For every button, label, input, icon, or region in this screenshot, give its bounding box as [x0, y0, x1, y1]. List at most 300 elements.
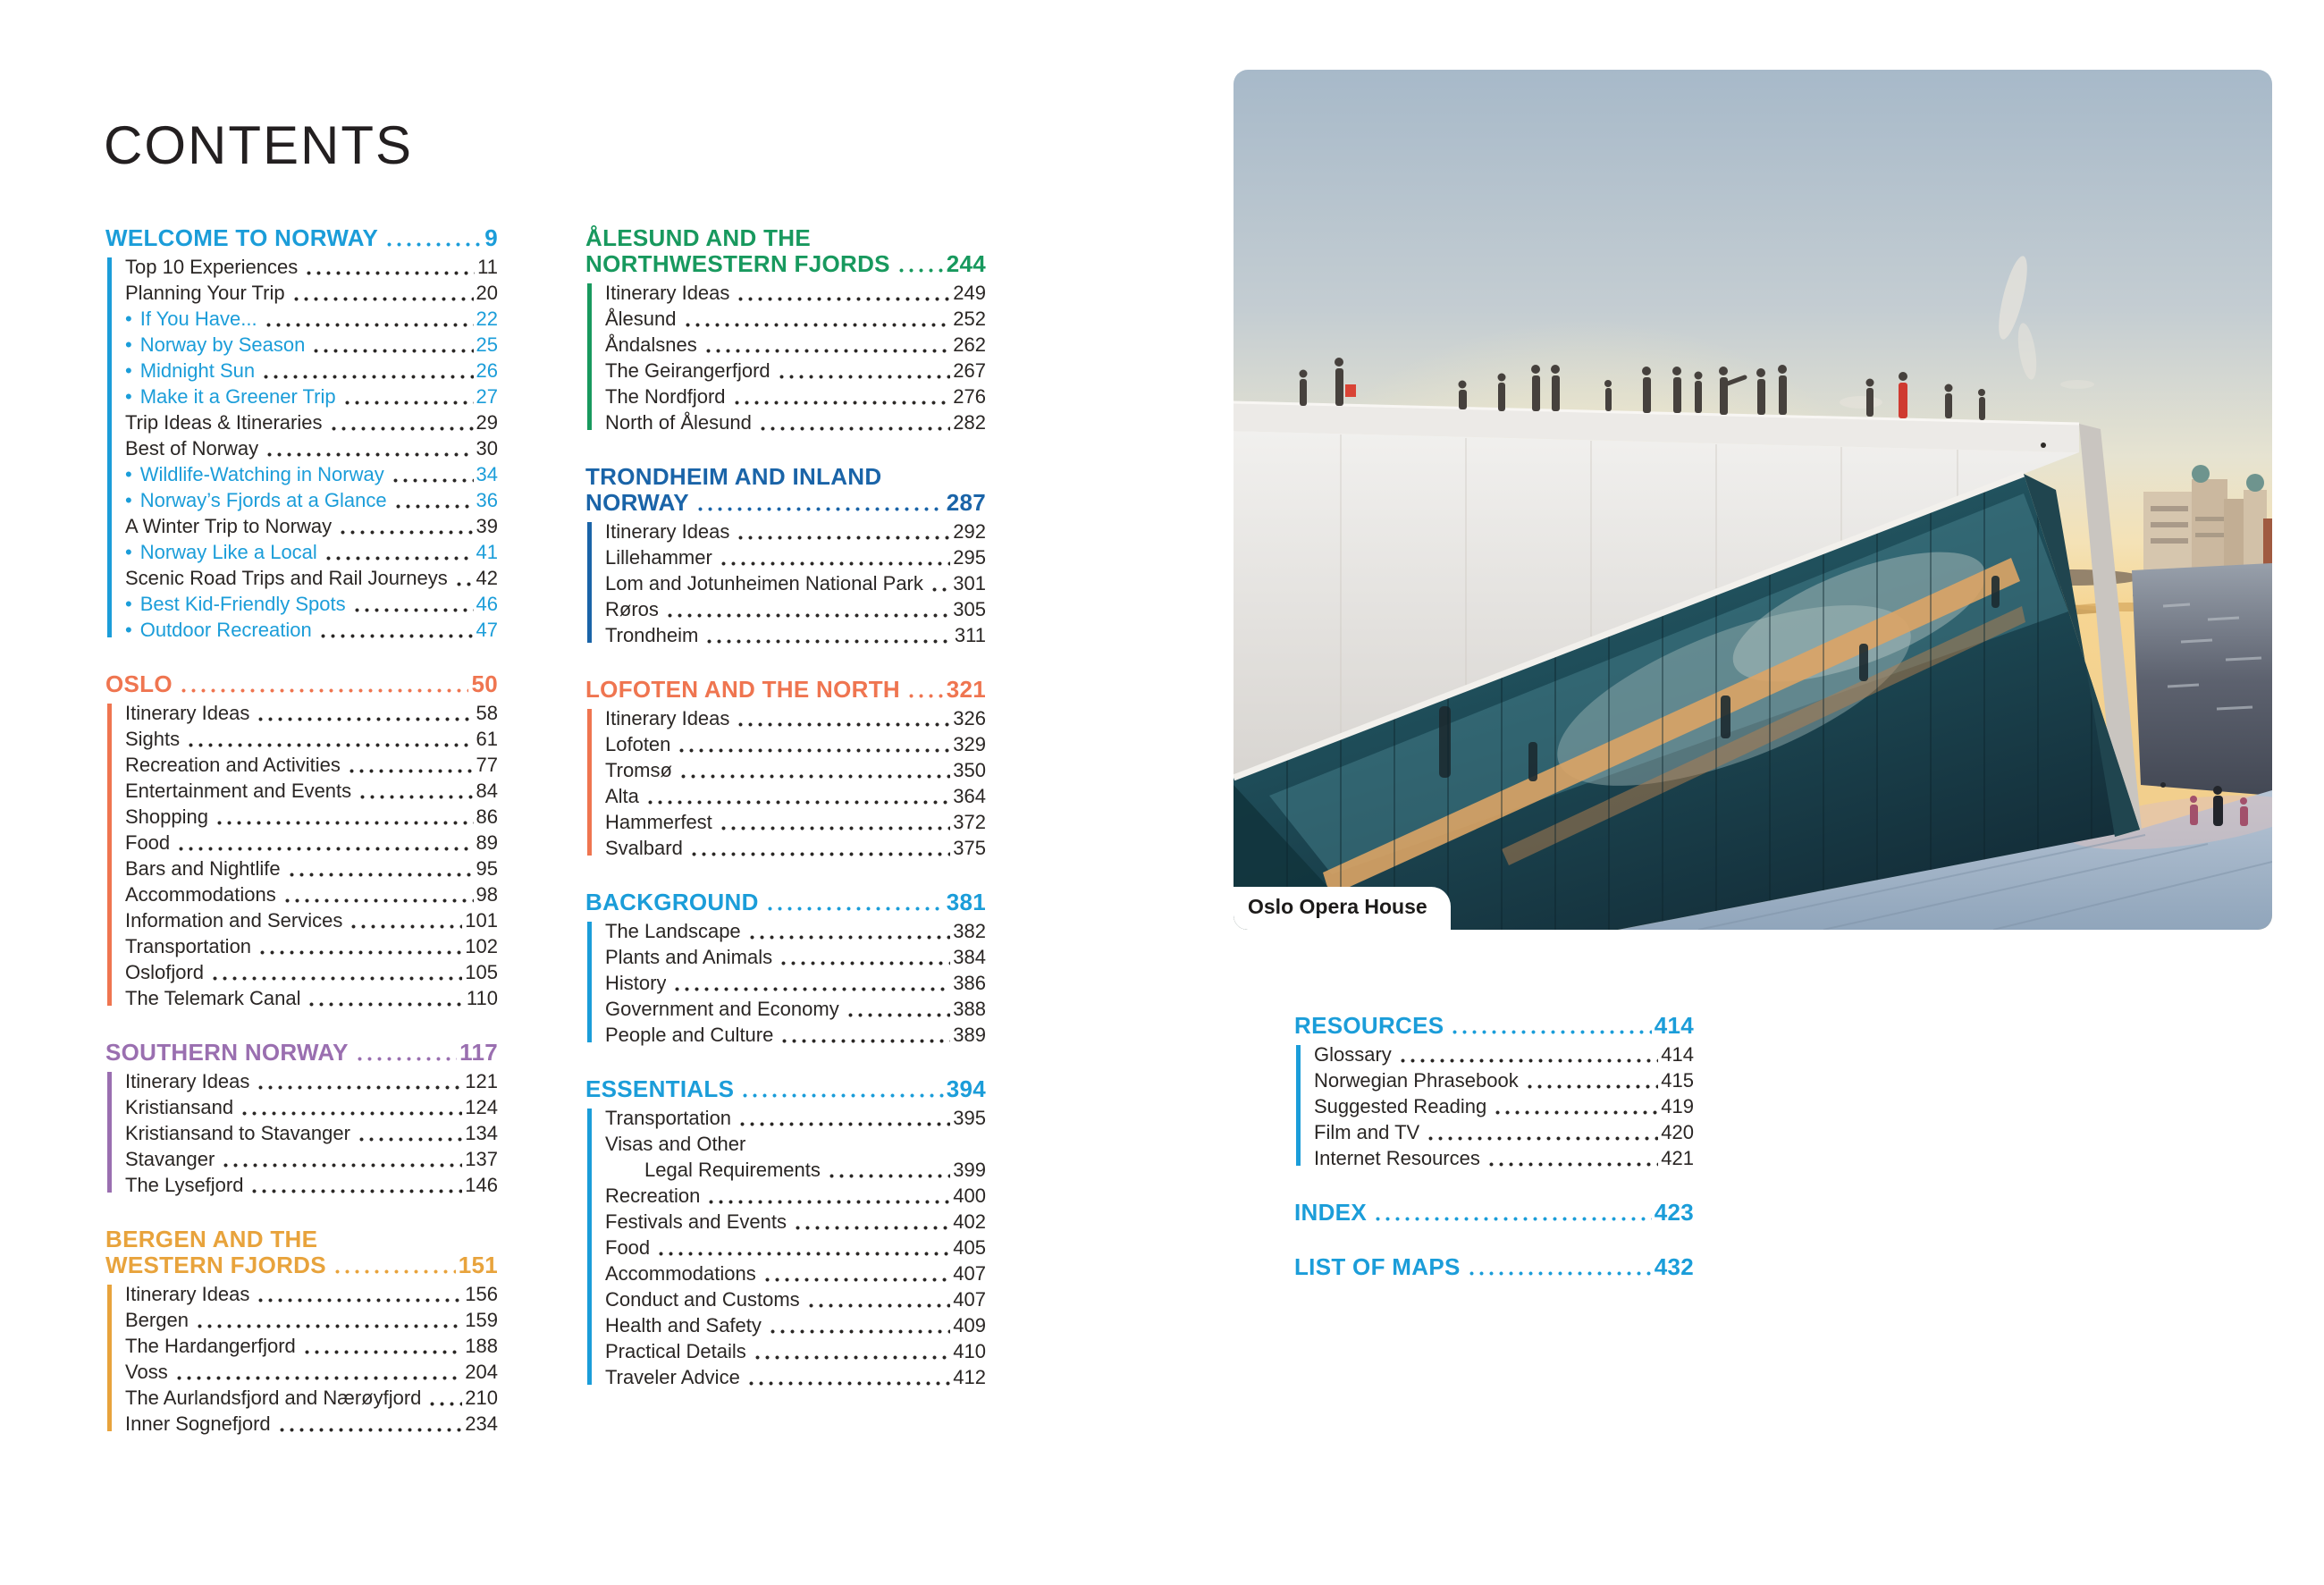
toc-item-label: The Geirangerfjord: [605, 359, 770, 382]
dotted-leader: [256, 1085, 462, 1090]
toc-item: [1314, 1145, 1694, 1171]
toc-item-page: 188: [465, 1335, 498, 1357]
toc-item-label: Recreation: [605, 1185, 701, 1207]
toc-item-label: Government and Economy: [605, 998, 839, 1020]
toc-item: [125, 1146, 498, 1172]
toc-item-page: 267: [953, 359, 986, 382]
toc-item: [125, 409, 498, 435]
dotted-leader: [736, 297, 950, 301]
photo-caption: Oslo Opera House: [1234, 887, 1451, 930]
toc-item-label: Norway Like a Local: [139, 541, 317, 563]
dotted-leader: [1398, 1058, 1658, 1063]
section-page-number: 394: [946, 1075, 986, 1102]
dotted-leader: [765, 906, 944, 911]
section-title: SOUTHERN NORWAY: [105, 1039, 349, 1066]
toc-item-page: 89: [476, 831, 498, 854]
dotted-leader: [779, 1039, 950, 1043]
dotted-leader: [746, 1381, 950, 1386]
toc-item-label: Itinerary Ideas: [125, 1070, 250, 1092]
toc-item-label: The Hardangerfjord: [125, 1335, 296, 1357]
toc-item-page: 102: [465, 935, 498, 957]
dotted-leader: [689, 852, 950, 856]
toc-section-background: [585, 889, 986, 1048]
dotted-leader: [324, 556, 474, 561]
toc-item-page: 295: [953, 546, 986, 569]
toc-item-page: 39: [476, 515, 498, 537]
toc-item-page: 110: [466, 987, 498, 1009]
toc-item: [125, 306, 498, 332]
toc-item-page: 305: [953, 598, 986, 620]
dotted-leader: [311, 349, 473, 353]
page-title: CONTENTS: [104, 115, 413, 176]
toc-item-page: 159: [465, 1309, 498, 1331]
toc-item-page: 420: [1661, 1121, 1694, 1143]
dotted-leader: [393, 504, 474, 509]
toc-item-page: 395: [953, 1107, 986, 1129]
toc-item-label: Lom and Jotunheimen National Park: [605, 572, 923, 594]
toc-item-label: Itinerary Ideas: [605, 520, 730, 543]
toc-item-label: Wildlife-Watching in Norway: [139, 463, 384, 485]
toc-item-label: The Lysefjord: [125, 1174, 244, 1196]
toc-item-label: Shopping: [125, 805, 208, 828]
dotted-leader: [1525, 1084, 1659, 1089]
toc-item: [125, 384, 498, 409]
dotted-leader: [1467, 1271, 1652, 1276]
toc-item-label: Health and Safety: [605, 1314, 762, 1336]
dotted-leader: [454, 582, 474, 586]
dotted-leader: [793, 1226, 950, 1230]
toc-item: [125, 254, 498, 280]
toc-item-label: Norwegian Phrasebook: [1314, 1069, 1519, 1092]
dotted-leader: [753, 1355, 951, 1360]
toc-item-page: 276: [953, 385, 986, 408]
toc-item: [605, 1364, 986, 1390]
dotted-leader: [264, 323, 474, 327]
dotted-leader: [240, 1111, 462, 1116]
section-title: INDEX: [1294, 1199, 1367, 1226]
harbor-water: [2132, 563, 2272, 796]
section-page-number: 50: [471, 670, 498, 697]
toc-item-page: 134: [465, 1122, 498, 1144]
toc-item-label: Kristiansand to Stavanger: [125, 1122, 350, 1144]
toc-item-label: Lofoten: [605, 733, 671, 755]
toc-item: [125, 487, 498, 513]
toc-item: [125, 1172, 498, 1198]
toc-item: [605, 944, 986, 970]
toc-item-page: 407: [953, 1262, 986, 1285]
dotted-leader: [706, 1200, 950, 1204]
toc-item: [605, 1338, 986, 1364]
toc-item: [125, 778, 498, 804]
toc-item: [125, 907, 498, 933]
toc-item-page: 29: [476, 411, 498, 434]
toc-item-page: 326: [953, 707, 986, 729]
toc-item-label: Conduct and Customs: [605, 1288, 800, 1311]
toc-item-page: 86: [476, 805, 498, 828]
toc-item: [605, 996, 986, 1022]
dotted-leader: [358, 795, 473, 799]
toc-item-label: Film and TV: [1314, 1121, 1420, 1143]
toc-item-page: 262: [953, 333, 986, 356]
section-page-number: 287: [946, 489, 986, 516]
dotted-leader: [930, 587, 950, 592]
toc-item-label: Plants and Animals: [605, 946, 773, 968]
toc-item-label: Practical Details: [605, 1340, 746, 1362]
toc-item-label: Åndalsnes: [605, 333, 697, 356]
toc-item-list: [107, 254, 498, 643]
toc-item: [125, 1307, 498, 1333]
dotted-leader: [357, 1137, 462, 1142]
dotted-leader: [683, 323, 951, 327]
toc-item-label: Itinerary Ideas: [125, 1283, 250, 1305]
toc-item-list: [587, 518, 986, 648]
toc-item-page: 105: [465, 961, 498, 983]
toc-item-page: 415: [1661, 1069, 1694, 1092]
toc-item-label: Itinerary Ideas: [125, 702, 250, 724]
toc-item-label: Itinerary Ideas: [605, 707, 730, 729]
dotted-leader: [906, 694, 944, 698]
dotted-leader: [384, 242, 482, 247]
toc-item-page: 124: [465, 1096, 498, 1118]
dotted-leader: [287, 873, 474, 877]
dotted-leader: [265, 452, 473, 457]
toc-item-page: 84: [476, 780, 498, 802]
dotted-leader: [291, 297, 474, 301]
toc-item-page: 400: [953, 1185, 986, 1207]
dotted-leader: [806, 1303, 951, 1308]
toc-item-label: Planning Your Trip: [125, 282, 285, 304]
toc-item-page: 329: [953, 733, 986, 755]
dotted-leader: [256, 717, 473, 721]
toc-item: [605, 809, 986, 835]
toc-item-page: 421: [1661, 1147, 1694, 1169]
toc-item-label: Entertainment and Events: [125, 780, 352, 802]
toc-item-label: Sights: [125, 728, 181, 750]
toc-item-list: [587, 918, 986, 1048]
toc-item: [605, 1183, 986, 1209]
toc-item-page: 34: [476, 463, 498, 485]
section-page-number: 244: [946, 250, 986, 277]
toc-item-label: Svalbard: [605, 837, 683, 859]
dotted-leader: [176, 847, 473, 851]
section-title: WESTERN FJORDS: [105, 1252, 326, 1278]
toc-item: [125, 513, 498, 539]
toc-item-list: [107, 700, 498, 1011]
toc-item: [605, 1235, 986, 1260]
dotted-leader: [827, 1174, 950, 1178]
toc-item-label: Best of Norway: [125, 437, 259, 459]
toc-item: [125, 461, 498, 487]
toc-item: [125, 1281, 498, 1307]
toc-item-page: 402: [953, 1210, 986, 1233]
toc-item-page: 36: [476, 489, 498, 511]
toc-item-page: 95: [476, 857, 498, 880]
toc-item-page: 350: [953, 759, 986, 781]
toc-item-label: Food: [125, 831, 171, 854]
toc-item: [125, 591, 498, 617]
toc-item: [605, 731, 986, 757]
dotted-leader: [304, 271, 475, 275]
toc-item-page: 101: [465, 909, 498, 932]
toc-item: [125, 435, 498, 461]
toc-item-label: History: [605, 972, 667, 994]
toc-item: [605, 1105, 986, 1131]
section-title: LIST OF MAPS: [1294, 1253, 1461, 1280]
toc-item: [125, 1411, 498, 1437]
toc-item-page: 210: [465, 1387, 498, 1409]
toc-item-label: Lillehammer: [605, 546, 712, 569]
toc-section-essentials: [585, 1076, 986, 1390]
toc-item-label: Alta: [605, 785, 639, 807]
dotted-leader: [740, 1093, 943, 1098]
dotted-leader: [703, 349, 951, 353]
toc-item: [605, 280, 986, 306]
section-title: ÅLESUND AND THE: [585, 224, 811, 251]
toc-item-list: [1296, 1041, 1694, 1171]
dotted-leader: [249, 1189, 462, 1193]
section-page-number: 9: [484, 224, 498, 251]
toc-item: [125, 1359, 498, 1385]
toc-section-welcome-to-norway: [105, 225, 498, 643]
toc-item-label: Make it a Greener Trip: [139, 385, 336, 408]
toc-section-list-of-maps: [1294, 1254, 1694, 1280]
toc-item: [125, 332, 498, 358]
dotted-leader: [732, 400, 951, 405]
toc-item: [1314, 1041, 1694, 1067]
toc-item-label: Hammerfest: [605, 811, 712, 833]
toc-item-label: Scenic Road Trips and Rail Journeys: [125, 567, 448, 589]
bullet-icon: •: [125, 593, 132, 615]
toc-item-page: 388: [953, 998, 986, 1020]
toc-item-page: 252: [953, 308, 986, 330]
dotted-leader: [1486, 1162, 1658, 1167]
toc-item-label: The Nordfjord: [605, 385, 726, 408]
dotted-leader: [391, 478, 474, 483]
toc-item-label: Top 10 Experiences: [125, 256, 299, 278]
dotted-leader: [777, 375, 951, 379]
dotted-leader: [656, 1252, 950, 1256]
dotted-leader: [747, 935, 951, 940]
toc-item-label: Glossary: [1314, 1043, 1392, 1066]
section-page-number: 117: [459, 1039, 498, 1066]
bullet-icon: •: [125, 463, 132, 485]
toc-item-page: 41: [476, 541, 498, 563]
toc-column-middle: [585, 225, 986, 1390]
dotted-leader: [779, 961, 950, 965]
toc-item: [1314, 1119, 1694, 1145]
toc-item-page: 292: [953, 520, 986, 543]
dotted-leader: [318, 634, 474, 638]
toc-item-page: 98: [476, 883, 498, 906]
dotted-leader: [355, 1057, 457, 1061]
toc-item-label: Trondheim: [605, 624, 699, 646]
toc-item-label: Inner Sognefjord: [125, 1412, 271, 1435]
dotted-leader: [333, 1269, 456, 1274]
toc-item: [125, 985, 498, 1011]
dotted-leader: [645, 800, 950, 805]
toc-item-page: 30: [476, 437, 498, 459]
toc-item-page: 405: [953, 1236, 986, 1259]
toc-item-page: 61: [476, 728, 498, 750]
toc-item: [605, 384, 986, 409]
section-title: RESOURCES: [1294, 1012, 1444, 1039]
toc-item-label: Oslofjord: [125, 961, 205, 983]
toc-item-label: North of Ålesund: [605, 411, 752, 434]
toc-item: [125, 933, 498, 959]
toc-section-lofoten-and-the-north: [585, 677, 986, 861]
toc-item: [605, 596, 986, 622]
dotted-leader: [1450, 1030, 1651, 1034]
dotted-leader: [179, 688, 469, 693]
dotted-leader: [256, 1298, 462, 1303]
dotted-leader: [897, 268, 944, 273]
toc-item: [605, 1260, 986, 1286]
toc-item-label: Traveler Advice: [605, 1366, 740, 1388]
toc-item-page: 382: [953, 920, 986, 942]
dotted-leader: [352, 608, 474, 612]
opera-house-illustration: [1234, 70, 2272, 930]
dotted-leader: [719, 561, 950, 566]
section-title: ESSENTIALS: [585, 1075, 735, 1102]
toc-item-label: Food: [605, 1236, 651, 1259]
section-title: BACKGROUND: [585, 889, 759, 915]
toc-item-label: Bars and Nightlife: [125, 857, 281, 880]
toc-item-page: 249: [953, 282, 986, 304]
toc-item-page: 42: [476, 567, 498, 589]
toc-item-label: A Winter Trip to Norway: [125, 515, 333, 537]
toc-item-label: Outdoor Recreation: [139, 619, 312, 641]
dotted-leader: [665, 613, 950, 618]
bullet-icon: •: [125, 308, 132, 330]
toc-item: [125, 959, 498, 985]
toc-item: [125, 726, 498, 752]
toc-section-alesund-and-the-northwestern-fjords: [585, 225, 986, 435]
toc-item-label: The Aurlandsfjord and Nærøyfjord: [125, 1387, 422, 1409]
toc-item: [125, 700, 498, 726]
toc-item: [1314, 1067, 1694, 1093]
dotted-leader: [737, 1122, 950, 1126]
section-page-number: 423: [1654, 1199, 1694, 1226]
dotted-leader: [338, 530, 473, 535]
toc-item: [125, 1333, 498, 1359]
toc-section-index: [1294, 1200, 1694, 1226]
dotted-leader: [677, 748, 950, 753]
dotted-leader: [758, 426, 950, 431]
toc-item: [125, 830, 498, 856]
toc-item-label: Transportation: [605, 1107, 732, 1129]
toc-item: [1314, 1093, 1694, 1119]
toc-item-page: 204: [465, 1361, 498, 1383]
toc-item-page: 364: [953, 785, 986, 807]
toc-item-label: Norway’s Fjords at a Glance: [139, 489, 387, 511]
dotted-leader: [307, 1002, 463, 1007]
toc-item-page: 234: [465, 1412, 498, 1435]
toc-item: [605, 757, 986, 783]
toc-item-label: Voss: [125, 1361, 168, 1383]
toc-item-label: Festivals and Events: [605, 1210, 787, 1233]
toc-item-label: The Telemark Canal: [125, 987, 301, 1009]
toc-item-label: Røros: [605, 598, 659, 620]
toc-item: [605, 970, 986, 996]
toc-item: [125, 1385, 498, 1411]
toc-item: [605, 409, 986, 435]
toc-item: [125, 565, 498, 591]
toc-item: [605, 1157, 986, 1183]
toc-item-page: 121: [465, 1070, 498, 1092]
toc-item: [605, 518, 986, 544]
toc-item-page: 58: [476, 702, 498, 724]
dotted-leader: [768, 1329, 950, 1334]
toc-item-label: Recreation and Activities: [125, 754, 341, 776]
section-title: BERGEN AND THE: [105, 1226, 318, 1252]
toc-item-page: 22: [476, 308, 498, 330]
toc-item: [605, 1312, 986, 1338]
toc-item: [125, 752, 498, 778]
toc-item: [125, 1068, 498, 1094]
toc-item-page: 282: [953, 411, 986, 434]
toc-item-page: 27: [476, 385, 498, 408]
toc-item-list: [107, 1281, 498, 1437]
dotted-leader: [347, 769, 474, 773]
toc-item-label: Suggested Reading: [1314, 1095, 1487, 1117]
toc-item-label: Norway by Season: [139, 333, 306, 356]
bullet-icon: •: [125, 333, 132, 356]
toc-item-label: Accommodations: [125, 883, 276, 906]
dotted-leader: [427, 1402, 462, 1406]
opera-house-photo: [1234, 70, 2272, 930]
dotted-leader: [762, 1277, 951, 1282]
section-title: LOFOTEN AND THE NORTH: [585, 676, 900, 703]
toc-item: [605, 622, 986, 648]
toc-item: [125, 280, 498, 306]
toc-item-label: Visas and Other: [605, 1133, 746, 1155]
toc-item-page: 20: [476, 282, 498, 304]
toc-item-list: [107, 1068, 498, 1198]
toc-item-page: 412: [953, 1366, 986, 1388]
toc-item: [605, 1131, 986, 1157]
dotted-leader: [329, 426, 474, 431]
toc-item: [125, 856, 498, 881]
toc-item-label: If You Have...: [139, 308, 257, 330]
dotted-leader: [215, 821, 474, 825]
toc-item-page: 409: [953, 1314, 986, 1336]
toc-item-label: Trip Ideas & Itineraries: [125, 411, 323, 434]
dotted-leader: [174, 1376, 463, 1380]
toc-item-page: 407: [953, 1288, 986, 1311]
toc-item-page: 372: [953, 811, 986, 833]
section-page-number: 432: [1654, 1253, 1694, 1280]
toc-item-label: Tromsø: [605, 759, 672, 781]
dotted-leader: [1373, 1217, 1652, 1221]
toc-item-page: 389: [953, 1024, 986, 1046]
dotted-leader: [846, 1013, 951, 1017]
dotted-leader: [257, 950, 462, 955]
section-page-number: 381: [946, 889, 986, 915]
toc-item: [125, 358, 498, 384]
toc-item-page: 384: [953, 946, 986, 968]
toc-item-page: 25: [476, 333, 498, 356]
toc-item-list: [587, 280, 986, 435]
toc-item-label: Best Kid-Friendly Spots: [139, 593, 346, 615]
dotted-leader: [277, 1428, 463, 1432]
toc-item: [125, 881, 498, 907]
bullet-icon: •: [125, 619, 132, 641]
toc-item-label: Midnight Sun: [139, 359, 256, 382]
toc-item: [605, 1286, 986, 1312]
toc-item-page: 301: [953, 572, 986, 594]
toc-column-right: [1294, 1013, 1694, 1280]
toc-item: [125, 804, 498, 830]
